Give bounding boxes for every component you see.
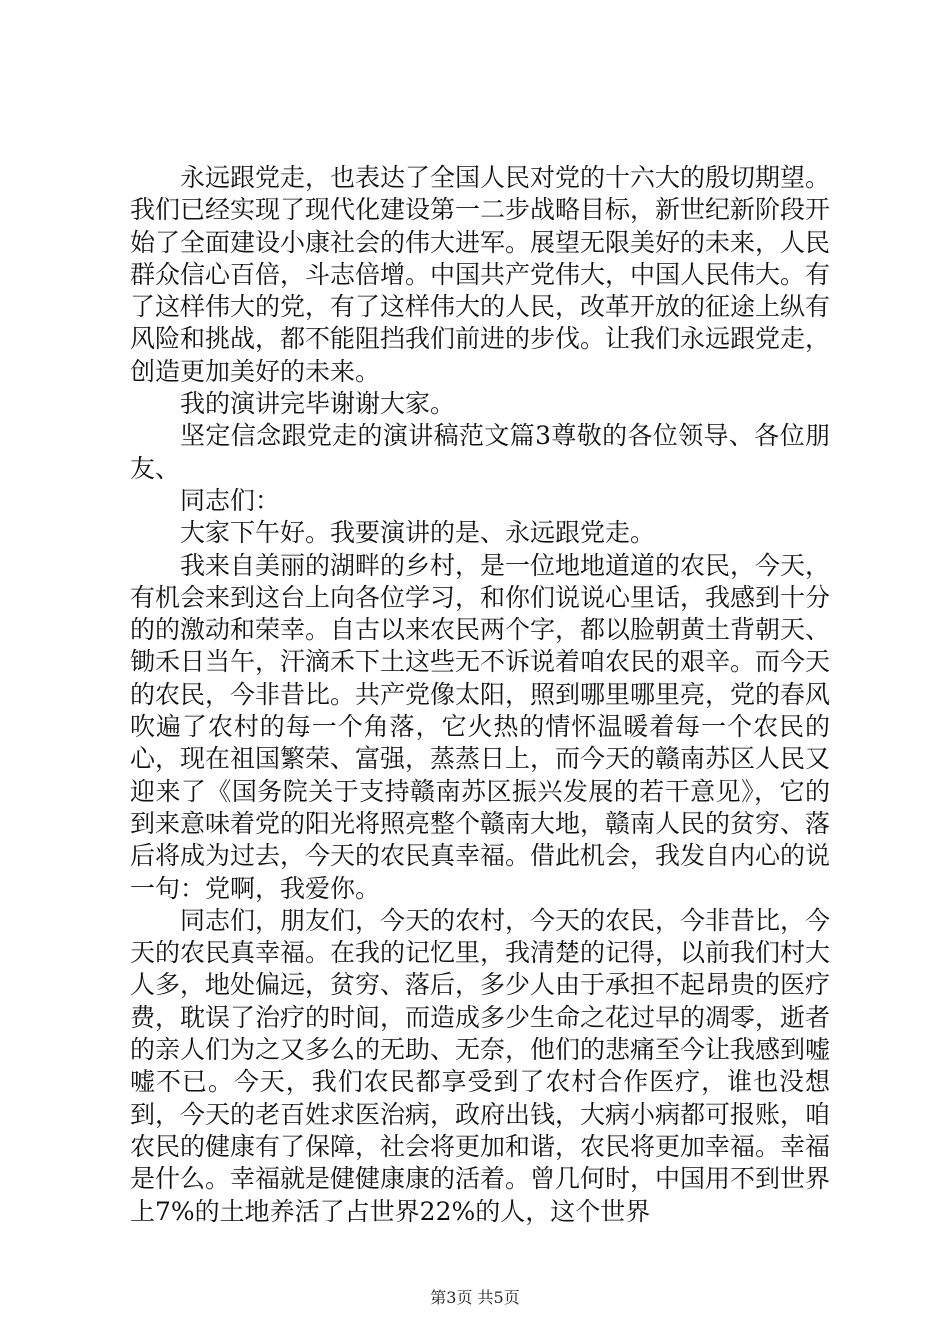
paragraph: 同志们，朋友们，今天的农村，今天的农民，今非昔比，今天的农民真幸福。在我的记忆里，我清楚的记得，以前我们村大人多，地处偏远，贫穷、落后，多少人由于承担不起昂贵的医疗费，耽误了治疗的时间，而造成多少生命之花过早的凋零，逝者的亲人们为之又多么的无助、无奈，他们的悲痛至今让我感到嘘嘘不已。今天，我们农民都享受到了农村合作医疗，谁也没想到，今天的老百姓求医治病，政府出钱，大病小病都可报账，咱农民的健康有了保障，社会将更加和谐，农民将更加幸福。幸福是什么。幸福就是健健康康的活着。曾几何时，中国用不到世界上7%的土地养活了占世界22%的人，这个世界 [130, 905, 831, 1226]
paragraph: 大家下午好。我要演讲的是、永远跟党走。 [180, 518, 656, 548]
paragraph: 永远跟党走，也表达了全国人民对党的十六大的殷切期望。我们已经实现了现代化建设第一二步战略目标，新世纪新阶段开始了全面建设小康社会的伟大进军。展望无限美好的未来，人民群众信心百倍，斗志倍增。中国共产党伟大，中国人民伟大。有了这样伟大的党，有了这样伟大的人民，改革开放的征途上纵有风险和挑战，都不能阻挡我们前进的步伐。让我们永远跟党走，创造更加美好的未来。 [130, 163, 831, 386]
paragraph: 我来自美丽的湖畔的乡村，是一位地地道道的农民，今天，有机会来到这台上向各位学习，和你们说说心里话，我感到十分的的激动和荣幸。自古以来农民两个字，都以脸朝黄土背朝天、锄禾日当午，汗滴禾下土这些无不诉说着咱农民的艰辛。而今天的农民，今非昔比。共产党像太阳，照到哪里哪里亮，党的春风吹遍了农村的每一个角落，它火热的情怀温暖着每一个农民的心，现在祖国繁荣、富强，蒸蒸日上，而今天的赣南苏区人民又迎来了《国务院关于支持赣南苏区振兴发展的若干意见》，它的到来意味着党的阳光将照亮整个赣南大地，赣南人民的贫穷、落后将成为过去，今天的农民真幸福。借此机会，我发自内心的说一句：党啊，我爱你。 [130, 550, 831, 903]
page-footer: 第3页 共5页 [430, 1288, 520, 1307]
paragraph: 同志们： [180, 485, 281, 515]
paragraph: 我的演讲完毕谢谢大家。 [180, 389, 456, 419]
paragraph: 坚定信念跟党走的演讲稿范文篇3尊敬的各位领导、各位朋友、 [130, 421, 830, 483]
document-body [130, 162, 830, 1228]
